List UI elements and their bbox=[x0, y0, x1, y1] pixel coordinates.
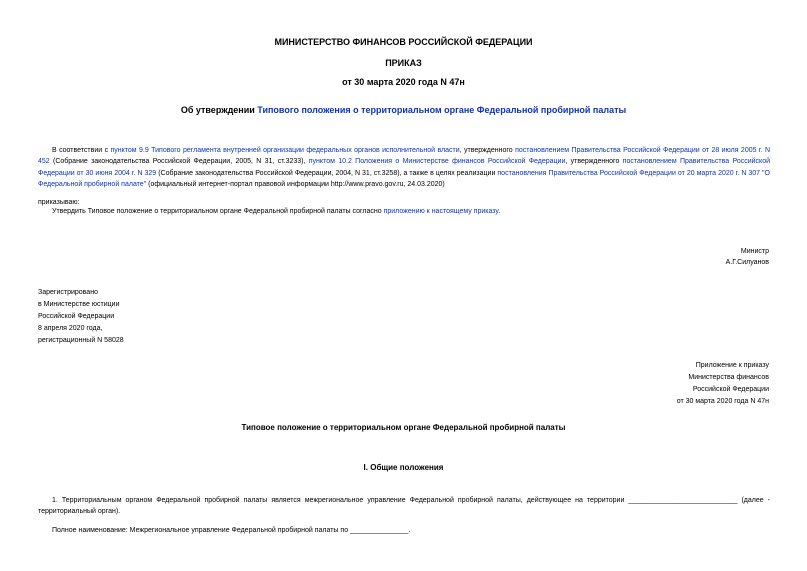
preamble-text-2: , утвержденного bbox=[459, 147, 516, 154]
preamble-text-3: (Собрание законодательства Российской Федерации, 2005, N 31, ст.3233), bbox=[49, 158, 309, 166]
appendix-block bbox=[677, 360, 769, 408]
regulation-paragraph-2: Полное наименование: Межрегиональное управление Федеральной пробирной палаты по _______________. bbox=[52, 527, 411, 534]
registration-line: Российской Федерации bbox=[38, 313, 115, 320]
regulation-paragraph-1 bbox=[38, 495, 770, 518]
registration-line: регистрационный N 58028 bbox=[38, 337, 124, 344]
approve-paragraph bbox=[52, 208, 500, 215]
appendix-line: Приложение к приказу bbox=[695, 362, 769, 369]
signature-position: Министр bbox=[740, 248, 769, 255]
link-appendix[interactable]: приложению к настоящему приказу bbox=[383, 208, 499, 215]
preamble-text-5: (Собрание законодательства Российской Федерации, 2004, N 31, ст.3258), а также в целях реализации bbox=[156, 169, 498, 177]
appendix-line: Министерства финансов bbox=[688, 374, 769, 381]
registration-line: Зарегистрировано bbox=[38, 289, 98, 296]
signature-block bbox=[726, 246, 769, 268]
appendix-line: от 30 марта 2020 года N 47н bbox=[676, 398, 769, 405]
link-regulation-9-9[interactable]: пунктом 9.9 Типового регламента внутренней организации федеральных органов исполнительной власти bbox=[110, 147, 460, 154]
registration-block bbox=[38, 287, 124, 347]
approve-end: . bbox=[498, 208, 501, 215]
regulation-title: Типовое положение о территориальном органе Федеральной пробирной палаты bbox=[241, 423, 566, 432]
registration-line: в Министерстве юстиции bbox=[38, 301, 120, 308]
link-clause-10-2[interactable]: пунктом 10.2 Положения о Министерстве финансов Российской Федерации bbox=[308, 158, 566, 166]
link-decree-329[interactable]: постановлением Правительства Российской Федерации от 30 июня 2004 г. N 329 bbox=[38, 158, 770, 177]
doc-title-link[interactable]: Типового положения о территориальном органе Федеральной пробирной палаты bbox=[257, 105, 627, 115]
preamble-text-1: В соответствии с bbox=[52, 147, 111, 154]
prikazyvayu-text: приказываю: bbox=[38, 199, 80, 206]
signature-name: А.Г.Силуанов bbox=[725, 259, 769, 266]
doc-title-prefix: Об утверждении bbox=[180, 105, 258, 115]
ministry-name: МИНИСТЕРСТВО ФИНАНСОВ РОССИЙСКОЙ ФЕДЕРАЦИИ bbox=[274, 37, 533, 47]
approve-text: Утвердить Типовое положение о территориальном органе Федеральной пробирной палаты согласно bbox=[52, 208, 384, 215]
doc-type: ПРИКАЗ bbox=[385, 58, 422, 68]
preamble-text-6: (официальный интернет-портал правовой информации http://www.pravo.gov.ru, 24.03.2020) bbox=[146, 180, 445, 188]
section-heading: I. Общие положения bbox=[363, 463, 444, 472]
paragraph-text: 1. Территориальным органом Федеральной пробирной палаты является межрегиональное управление Федеральной пробирной палаты, действующее на территории ____________________________ (далее - территориальный орган). bbox=[38, 497, 770, 516]
doc-date-number: от 30 марта 2020 года N 47н bbox=[342, 77, 465, 87]
link-decree-452[interactable]: постановлением Правительства Российской Федерации от 28 июля 2005 г. N 452 bbox=[38, 147, 771, 166]
appendix-line: Российской Федерации bbox=[692, 386, 769, 393]
doc-title bbox=[0, 105, 807, 115]
preamble-paragraph bbox=[38, 145, 770, 190]
link-decree-307[interactable]: постановления Правительства Российской Федерации от 20 марта 2020 г. N 307 "О Федеральной пробирной палате" bbox=[38, 169, 770, 188]
preamble-text-4: , утвержденного bbox=[565, 158, 623, 166]
registration-line: 8 апреля 2020 года, bbox=[38, 325, 103, 332]
